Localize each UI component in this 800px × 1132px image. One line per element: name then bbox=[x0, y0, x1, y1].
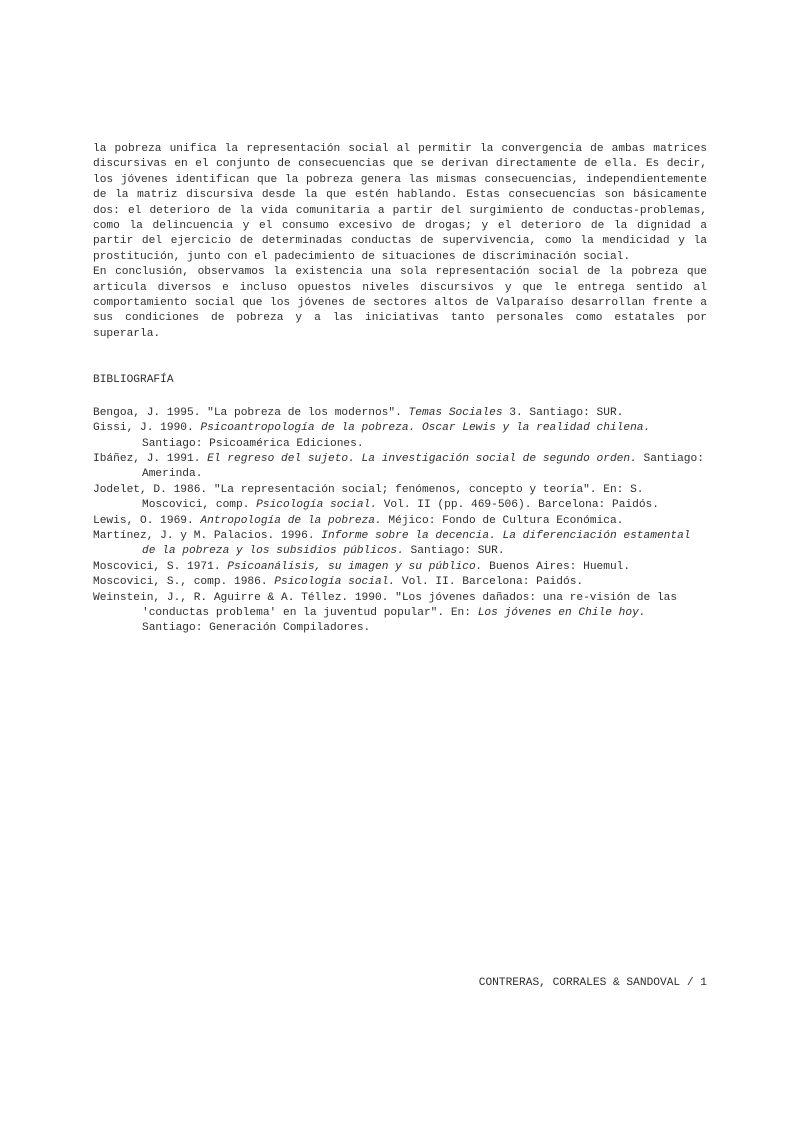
entry-text: Moscovici, S. 1971. bbox=[93, 560, 228, 573]
bibliography-entry bbox=[93, 514, 707, 529]
running-footer: CONTRERAS, CORRALES & SANDOVAL / 1 bbox=[478, 977, 707, 989]
entry-text: Vol. II (pp. 469-506). Barcelona: Paidós. bbox=[377, 499, 659, 512]
entry-title-italic: Psicología social. bbox=[274, 576, 396, 589]
bibliography-entry bbox=[93, 406, 707, 421]
entry-text: Lewis, O. 1969. bbox=[93, 514, 201, 527]
bibliography-list bbox=[93, 406, 707, 637]
bibliography-entry bbox=[93, 575, 707, 590]
conclusion-paragraph: En conclusión, observamos la existencia una sola representación social de la pobreza que articula diversos e incluso opuestos niveles discursivos y que le entrega sentido al comportamiento social que los jóvenes de sectores altos de Valparaíso desarrollan frente a sus condiciones de pobreza y a las iniciativas tanto personales como estatales por superarla. bbox=[93, 266, 707, 340]
entry-text: Ibáñez, J. 1991. bbox=[93, 452, 208, 465]
entry-title-italic: Psicoantropología de la pobreza. Oscar Lewis y la realidad chilena. bbox=[200, 422, 651, 435]
entry-text: Martínez, J. y M. Palacios. 1996. bbox=[93, 529, 322, 542]
page-content bbox=[93, 142, 707, 637]
entry-text: 3. Santiago: SUR. bbox=[502, 406, 624, 419]
entry-text: Moscovici, S., comp. 1986. bbox=[93, 576, 275, 589]
entry-text: Santiago: Psicoamérica Ediciones. bbox=[142, 437, 364, 450]
bibliography-heading: BIBLIOGRAFÍA bbox=[93, 374, 174, 387]
entry-title-italic: Informe sobre la decencia. La diferenciación estamental de la pobreza y los subsidios públicos. bbox=[142, 529, 691, 558]
entry-text: Weinstein, J., R. Aguirre & A. Téllez. 1990. "Los jóvenes dañados: una re-visión de las 'conductas problema' en la juventud popular". En: bbox=[93, 591, 678, 619]
entry-title-italic: Antropología de la pobreza. bbox=[200, 514, 382, 527]
bibliography-entry bbox=[93, 483, 707, 514]
entry-text: Gissi, J. 1990. bbox=[93, 422, 201, 435]
entry-text: Santiago: Generación Compiladores. bbox=[142, 622, 371, 635]
entry-title-italic: Psicología social. bbox=[256, 499, 377, 512]
entry-title-italic: El regreso del sujeto. La investigación social de segundo orden. bbox=[207, 452, 637, 465]
bibliography-entry bbox=[93, 452, 707, 483]
entry-text: Vol. II. Barcelona: Paidós. bbox=[395, 576, 584, 589]
bibliography-entry bbox=[93, 421, 707, 452]
entry-title-italic: Psicoanálisis, su imagen y su público. bbox=[227, 560, 483, 573]
entry-text: Jodelet, D. 1986. "La representación social; fenómenos, concepto y teoría". En: S. Moscovici, comp. bbox=[93, 483, 644, 512]
entry-text: Bengoa, J. 1995. "La pobreza de los modernos". bbox=[93, 406, 409, 419]
entry-title-italic: Los jóvenes en Chile hoy. bbox=[477, 606, 646, 619]
bibliography-entry bbox=[93, 529, 707, 560]
entry-text: Santiago: Amerinda. bbox=[142, 452, 704, 481]
entry-text: Santiago: SUR. bbox=[403, 545, 505, 558]
entry-title-italic: Temas Sociales bbox=[408, 406, 503, 419]
entry-text: Buenos Aires: Huemul. bbox=[482, 560, 631, 573]
bibliography-entry bbox=[93, 591, 707, 637]
body-paragraph: la pobreza unifica la representación social al permitir la convergencia de ambas matrices discursivas en el conjunto de consecuencias que se derivan directamente de ella. Es decir, los jóvenes identifican que la pobreza genera las mismas consecuencias, independientemente de la matriz discursiva desde la que estén hablando. Estas consecuencias son básicamente dos: el deterioro de la vida comunitaria a partir del surgimiento de conductas-problemas, como la delincuencia y el consumo excesivo de drogas; y el deterioro de la dignidad a partir del ejercicio de determinadas conductas de supervivencia, como la mendicidad y la prostitución, junto con el padecimiento de situaciones de discriminación social. bbox=[93, 143, 707, 263]
bibliography-entry bbox=[93, 560, 707, 575]
entry-text: Méjico: Fondo de Cultura Económica. bbox=[381, 514, 624, 527]
